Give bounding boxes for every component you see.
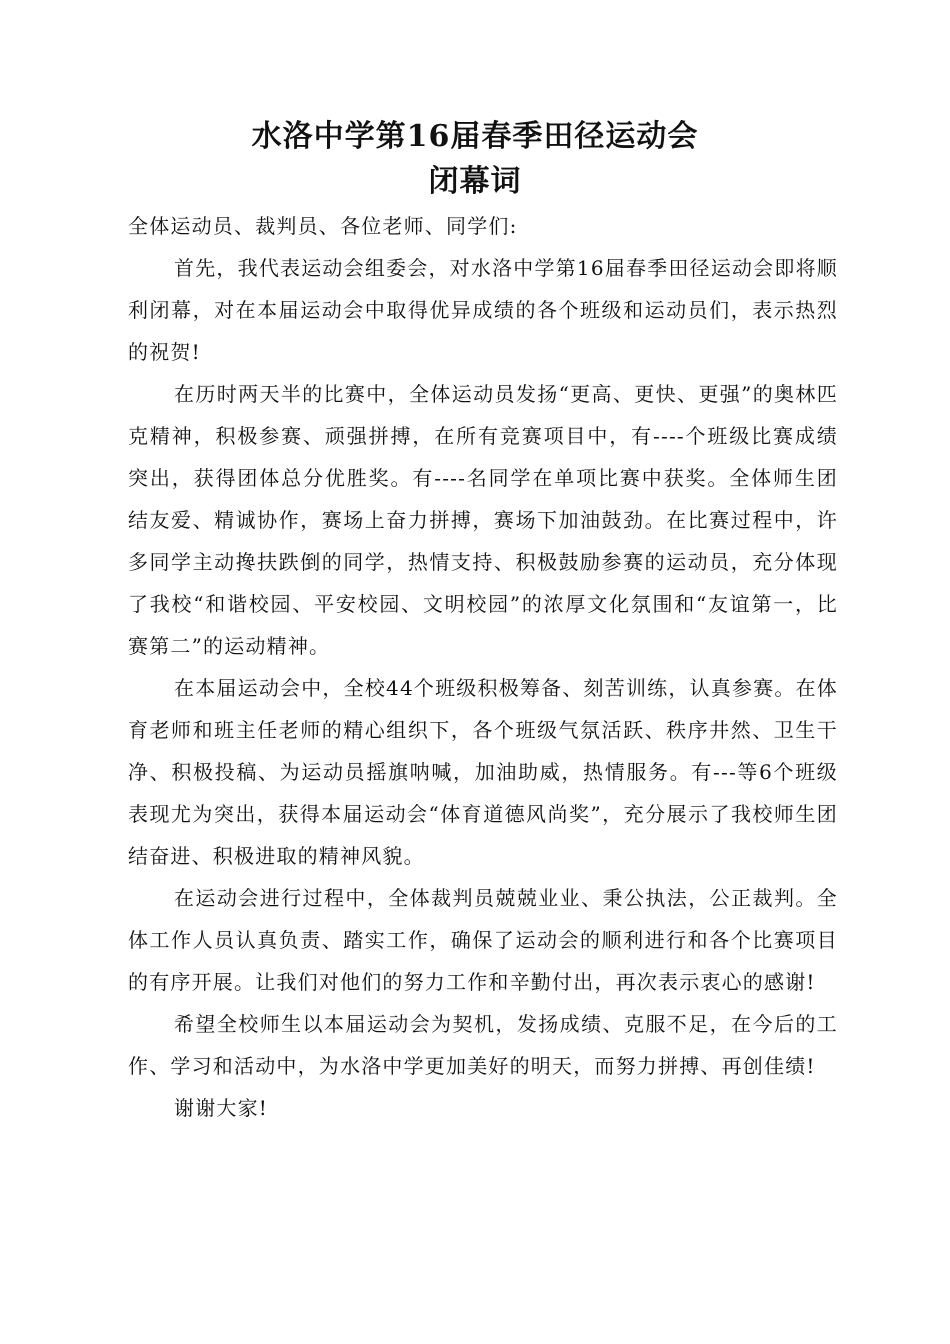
paragraph: 在本届运动会中，全校44个班级积极筹备、刻苦训练，认真参赛。在体育老师和班主任老师的精心组织下，各个班级气氛活跃、秩序井然、卫生干净、积极投稿、为运动员摇旗呐喊，加油助威，热情服务。有---等6个班级表现尤为突出，获得本届运动会“体育道德风尚奖”，充分展示了我校师生团结奋进、积极进取的精神风貌。 [128,676,838,868]
paragraph: 首先，我代表运动会组委会，对水洛中学第16届春季田径运动会即将顺利闭幕，对在本届运动会中取得优异成绩的各个班级和运动员们，表示热烈的祝贺! [128,256,838,364]
paragraph: 在运动会进行过程中，全体裁判员兢兢业业、秉公执法，公正裁判。全体工作人员认真负责、踏实工作，确保了运动会的顺利进行和各个比赛项目的有序开展。让我们对他们的努力工作和辛勤付出，再次表示衷心的感谢! [128,886,838,994]
document-title: 水洛中学第16届春季田径运动会 [251,119,699,154]
salutation: 全体运动员、裁判员、各位老师、同学们: [128,214,518,238]
document-subtitle: 闭幕词 [428,164,522,199]
closing-thanks: 谢谢大家! [174,1096,269,1120]
document-body [128,205,838,1129]
paragraph: 希望全校师生以本届运动会为契机，发扬成绩、克服不足，在今后的工作、学习和活动中，为水洛中学更加美好的明天，而努力拼搏、再创佳绩! [128,1012,838,1078]
paragraph: 在历时两天半的比赛中，全体运动员发扬“更高、更快、更强”的奥林匹克精神，积极参赛、顽强拼搏，在所有竞赛项目中，有----个班级比赛成绩突出，获得团体总分优胜奖。有----名同学在单项比赛中获奖。全体师生团结友爱、精诚协作，赛场上奋力拼搏，赛场下加油鼓劲。在比赛过程中，许多同学主动搀扶跌倒的同学，热情支持、积极鼓励参赛的运动员，充分体现了我校“和谐校园、平安校园、文明校园”的浓厚文化氛围和“友谊第一，比赛第二”的运动精神。 [128,382,838,658]
